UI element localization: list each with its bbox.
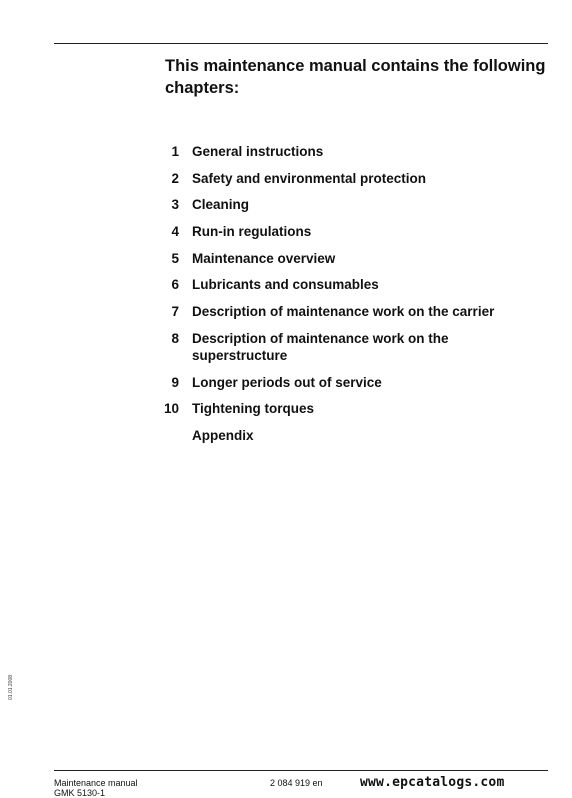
chapter-title: Description of maintenance work on the superstructure xyxy=(192,330,449,363)
chapter-title: Longer periods out of service xyxy=(192,374,382,390)
chapter-item xyxy=(160,303,550,320)
chapter-number: 2 xyxy=(171,170,179,186)
chapter-item xyxy=(160,374,550,391)
chapter-item xyxy=(160,196,550,213)
chapter-number: 1 xyxy=(171,144,179,159)
chapter-number: 3 xyxy=(171,197,179,213)
chapter-item xyxy=(160,400,550,417)
chapter-item xyxy=(160,170,550,187)
footer-manual-title: Maintenance manual xyxy=(54,778,138,788)
chapter-number: 9 xyxy=(171,374,179,390)
chapter-item xyxy=(160,250,550,267)
chapter-title: Run-in regulations xyxy=(192,224,312,240)
chapter-number: 7 xyxy=(171,304,179,320)
watermark-link[interactable]: www.epcatalogs.com xyxy=(360,775,505,790)
chapter-number: 6 xyxy=(171,277,179,293)
chapter-title: Cleaning xyxy=(192,197,250,213)
chapter-number: 4 xyxy=(171,224,179,240)
footer-model: GMK 5130-1 xyxy=(54,788,106,798)
bottom-rule xyxy=(54,770,548,771)
chapter-number: 10 xyxy=(163,401,179,417)
chapter-number: 5 xyxy=(171,250,179,266)
chapter-title: Lubricants and consumables xyxy=(192,277,379,293)
chapter-title: Tightening torques xyxy=(192,401,314,417)
chapter-item xyxy=(160,276,550,293)
page-heading: This maintenance manual contains the following chapters: xyxy=(165,57,546,97)
chapter-item xyxy=(160,427,550,444)
chapter-item xyxy=(160,143,550,160)
chapter-item xyxy=(160,330,550,364)
chapter-title: General instructions xyxy=(192,144,324,159)
footer-doc-number: 2 084 919 en xyxy=(270,778,323,788)
chapter-item xyxy=(160,223,550,240)
top-rule xyxy=(54,43,548,44)
chapter-title: Maintenance overview xyxy=(192,250,336,266)
chapter-title: Description of maintenance work on the carrier xyxy=(192,304,495,320)
chapter-title: Safety and environmental protection xyxy=(192,170,427,186)
chapter-title: Appendix xyxy=(192,427,254,443)
chapter-number: 8 xyxy=(171,330,179,346)
side-date-stamp: 01.01.2008 xyxy=(8,674,14,700)
chapter-list xyxy=(160,143,550,454)
